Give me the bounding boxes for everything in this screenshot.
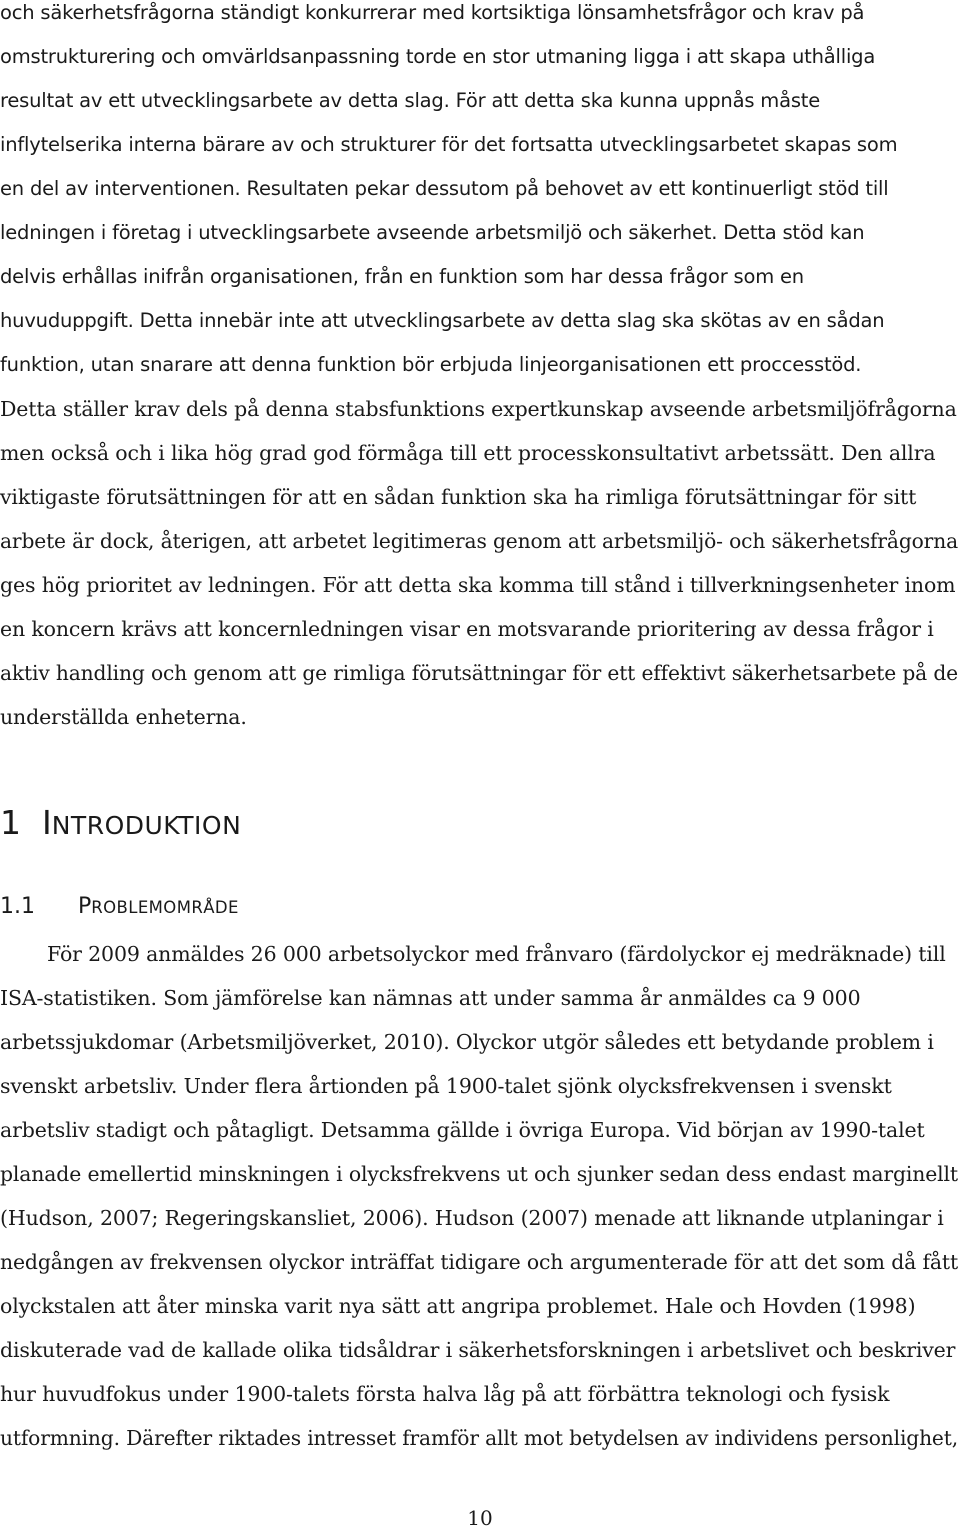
text-line: diskuterade vad de kallade olika tidsåldrar i säkerhetsforskningen i arbetslivet och beskriver [0,1338,956,1362]
text-line: men också och i lika hög grad god förmåga till ett processkonsultativt arbetssätt. Den allra [0,441,936,465]
section-number: 1 [0,803,21,842]
text-line: (Hudson, 2007; Regeringskansliet, 2006). Hudson (2007) menade att liknande utplaningar i [0,1206,944,1230]
text-line: arbetsliv stadigt och påtagligt. Detsamma gällde i övriga Europa. Vid början av 1990-talet [0,1118,925,1142]
text-line: omstrukturering och omvärldsanpassning torde en stor utmaning ligga i att skapa uthålliga [0,45,876,68]
text-line: och säkerhetsfrågorna ständigt konkurrerar med kortsiktiga lönsamhetsfrågor och krav på [0,1,865,24]
text-line: funktion, utan snarare att denna funktion bör erbjuda linjeorganisationen ett proccesstöd. [0,353,862,376]
text-line: underställda enheterna. [0,705,247,729]
text-line: inflytelserika interna bärare av och strukturer för det fortsatta utvecklingsarbetet skapas som [0,133,898,156]
text-line: ISA-statistiken. Som jämförelse kan nämnas att under samma år anmäldes ca 9 000 [0,986,861,1010]
text-line: hur huvudfokus under 1900-talets första halva låg på att förbättra teknologi och fysisk [0,1382,890,1406]
text-line: en del av interventionen. Resultaten pekar dessutom på behovet av ett kontinuerligt stöd till [0,177,889,200]
text-line: svenskt arbetsliv. Under flera årtionden på 1900-talet sjönk olycksfrekvensen i svenskt [0,1074,892,1098]
text-line-indented: För 2009 anmäldes 26 000 arbetsolyckor med frånvaro (färdolyckor ej medräknade) till [47,942,946,966]
subsection-title-rest: ROBLEMOMRÅDE [91,898,239,917]
text-line: resultat av ett utvecklingsarbete av detta slag. För att detta ska kunna uppnås måste [0,89,821,112]
section-title-rest: NTRODUKTION [51,811,242,840]
page-number: 10 [467,1506,493,1530]
text-line: olyckstalen att åter minska varit nya sätt att angripa problemet. Hale och Hovden (1998) [0,1294,916,1318]
text-line: Detta ställer krav dels på denna stabsfunktions expertkunskap avseende arbetsmiljöfrågorna [0,397,957,421]
section-title-initial: I [42,803,52,842]
section-heading [0,801,241,848]
text-line: ges hög prioritet av ledningen. För att detta ska komma till stånd i tillverkningsenheter inom [0,573,956,597]
subsection-heading [0,891,239,924]
text-line: nedgången av frekvensen olyckor inträffat tidigare och argumenterade för att det som då fått [0,1250,958,1274]
subsection-number: 1.1 [0,894,35,919]
text-line: arbetssjukdomar (Arbetsmiljöverket, 2010). Olyckor utgör således ett betydande problem i [0,1030,934,1054]
subsection-title-initial: P [78,894,92,919]
text-line: en koncern krävs att koncernledningen visar en motsvarande prioritering av dessa frågor i [0,617,934,641]
text-line: viktigaste förutsättningen för att en sådan funktion ska ha rimliga förutsättningar för sitt [0,485,917,509]
text-line: utformning. Därefter riktades intresset framför allt mot betydelsen av individens personlighet, [0,1426,958,1450]
text-line: ledningen i företag i utvecklingsarbete avseende arbetsmiljö och säkerhet. Detta stöd kan [0,221,865,244]
text-line: delvis erhållas inifrån organisationen, från en funktion som har dessa frågor som en [0,265,804,288]
text-line: huvuduppgift. Detta innebär inte att utvecklingsarbete av detta slag ska skötas av en sådan [0,309,885,332]
text-line: arbete är dock, återigen, att arbetet legitimeras genom att arbetsmiljö- och säkerhetsfrågorna [0,529,958,553]
text-line: aktiv handling och genom att ge rimliga förutsättningar för ett effektivt säkerhetsarbete på de [0,661,958,685]
text-line: planade emellertid minskningen i olycksfrekvens ut och sjunker sedan dess endast marginellt [0,1162,958,1186]
